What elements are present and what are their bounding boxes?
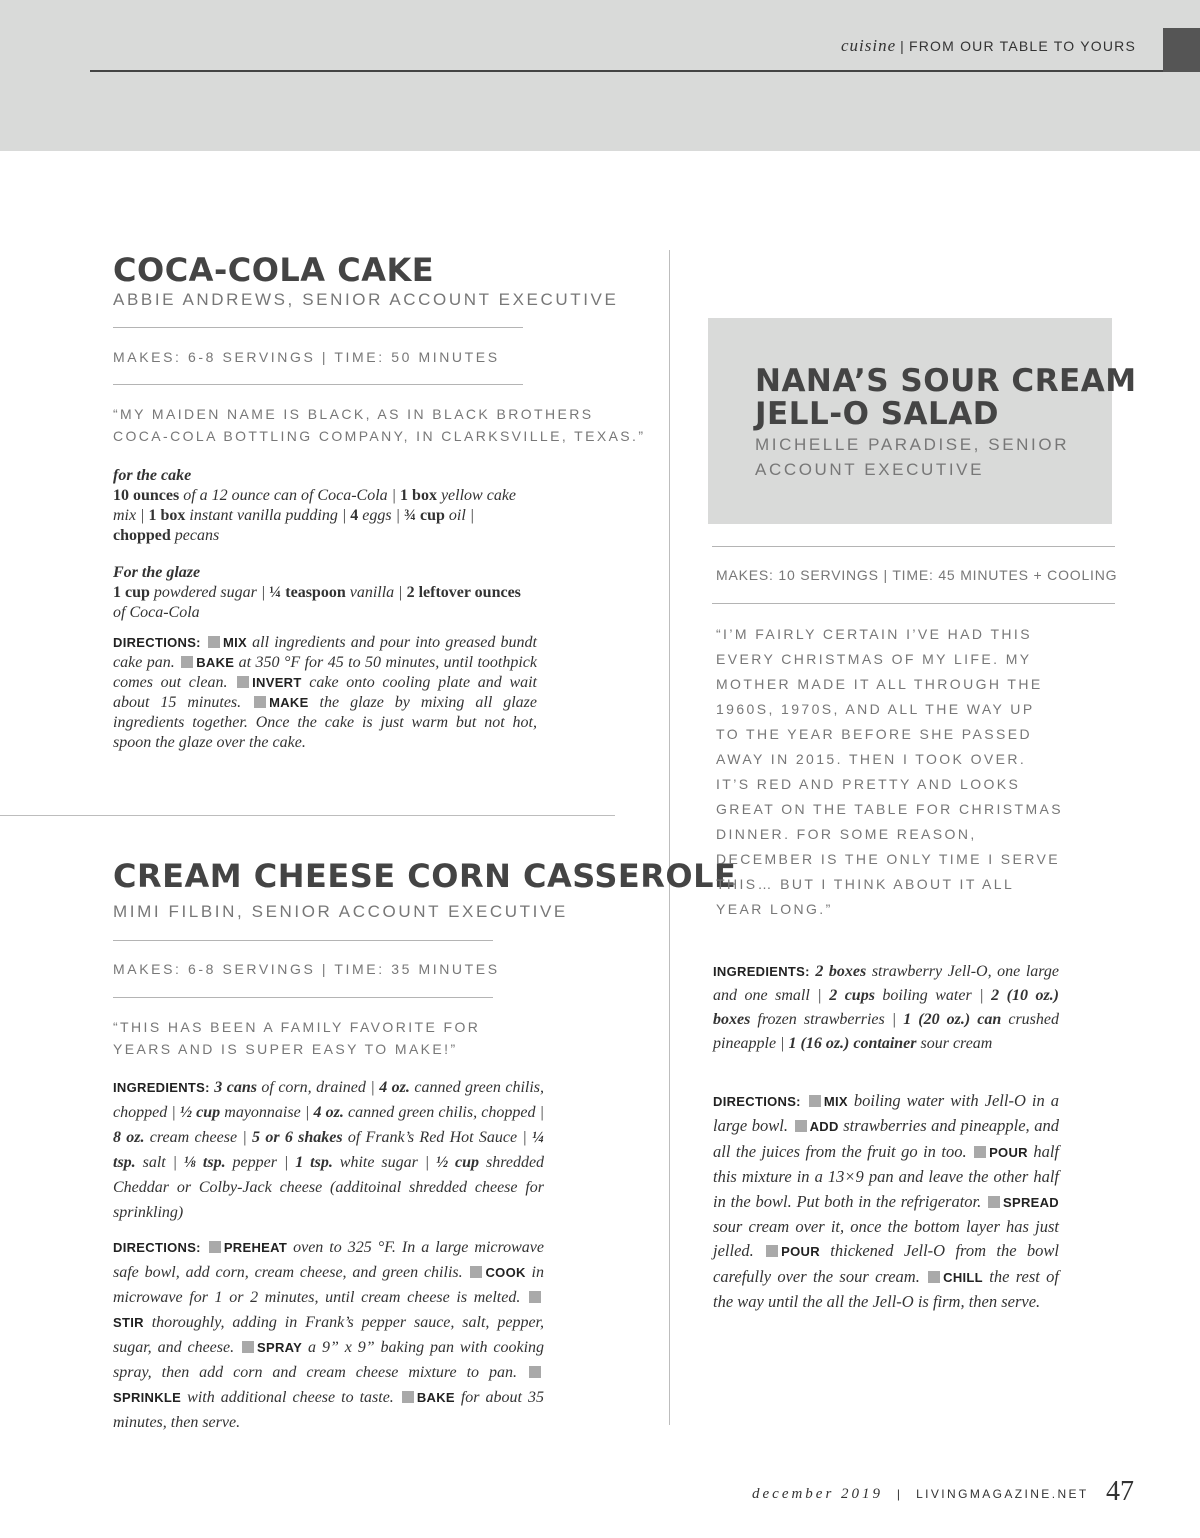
issue-date: december 2019 — [752, 1486, 884, 1502]
casserole-direction-steps — [113, 1239, 544, 1431]
ingredient-qty: ¼ teaspoon — [269, 584, 346, 601]
ingredient-item: of corn, drained | — [256, 1079, 380, 1096]
step-verb: INVERT — [252, 675, 302, 690]
byline-line: ACCOUNT EXECUTIVE — [755, 460, 985, 479]
step-bullet-icon — [766, 1245, 778, 1257]
step-text: boiling water with Jell-O in a large bowl. — [713, 1091, 1059, 1136]
quote-line: GREAT ON THE TABLE FOR CHRISTMAS — [716, 801, 1063, 817]
step-bullet-icon — [795, 1120, 807, 1132]
recipe-makes: MAKES: 10 SERVINGS | TIME: 45 MINUTES + COOLING — [716, 567, 1118, 583]
step-text: for about 35 minutes, then serve. — [113, 1389, 544, 1431]
step-bullet-icon — [809, 1095, 821, 1107]
casserole-ingredients — [113, 1075, 544, 1225]
title-line: JELL-O SALAD — [755, 396, 1000, 432]
section-subtitle: FROM OUR TABLE TO YOURS — [908, 38, 1136, 54]
ingredient-qty: 10 ounces — [113, 487, 180, 504]
ingredient-item: frozen strawberries | — [750, 1011, 904, 1028]
glaze-ingredients — [113, 563, 533, 623]
step-text: all ingredients and pour into greased bundt cake pan. — [113, 634, 537, 671]
cake-ingredient-list — [113, 486, 533, 546]
ingredient-qty: 4 oz. — [379, 1079, 410, 1096]
step-bullet-icon — [208, 636, 220, 648]
ingredient-item: yellow cake mix | — [113, 487, 517, 524]
step-verb: PREHEAT — [223, 1240, 288, 1255]
ingredient-item: sour cream — [916, 1035, 993, 1052]
ingredient-qty: 5 or 6 shakes — [252, 1129, 343, 1146]
jello-directions — [713, 1089, 1059, 1315]
ingredient-item: of Frank’s Red Hot Sauce | — [342, 1129, 533, 1146]
casserole-ingredient-list — [113, 1079, 544, 1221]
footer-separator: | — [896, 1487, 903, 1501]
step-verb: SPRAY — [257, 1340, 303, 1355]
directions-label: DIRECTIONS: — [113, 1240, 201, 1255]
recipe-title-jello-salad — [755, 365, 1137, 431]
casserole-directions — [113, 1235, 544, 1435]
ingredient-item: strawberry Jell-O, one large and one small | — [713, 963, 1060, 1004]
recipe-byline: ABBIE ANDREWS, SENIOR ACCOUNT EXECUTIVE — [113, 290, 619, 309]
step-text: thoroughly, adding in Frank’s pepper sauce, salt, pepper, sugar, and cheese. — [113, 1314, 544, 1356]
quote-line: IT’S RED AND PRETTY AND LOOKS — [716, 776, 1021, 792]
step-bullet-icon — [974, 1146, 986, 1158]
cake-directions — [113, 633, 537, 753]
recipe-title-corn-casserole: CREAM CHEESE CORN CASSEROLE — [113, 857, 737, 895]
ingredient-item: powdered sugar | — [149, 584, 270, 601]
recipe-title-coca-cola-cake: COCA-COLA CAKE — [113, 251, 435, 289]
ingredient-qty: 2 cups — [829, 987, 875, 1004]
rule — [113, 997, 493, 998]
quote-line: DECEMBER IS THE ONLY TIME I SERVE — [716, 851, 1060, 867]
section-label — [841, 36, 1136, 56]
directions-label: DIRECTIONS: — [113, 635, 201, 650]
quote-line: DINNER. FOR SOME REASON, — [716, 826, 977, 842]
step-verb: SPREAD — [1003, 1194, 1059, 1210]
quote-line: “I’M FAIRLY CERTAIN I’VE HAD THIS — [716, 626, 1032, 642]
step-verb: COOK — [485, 1265, 526, 1280]
step-bullet-icon — [254, 696, 266, 708]
section-separator: | — [900, 38, 905, 54]
ingredient-qty: 1 tsp. — [295, 1154, 333, 1171]
step-verb: POUR — [989, 1144, 1028, 1160]
ingredient-qty: 1 (16 oz.) container — [788, 1035, 917, 1052]
quote-line: MOTHER MADE IT ALL THROUGH THE — [716, 676, 1043, 692]
step-text: half this mixture in a 13×9 pan and leave the other half in the bowl. Put both in the refrigerator. — [713, 1141, 1059, 1211]
step-verb: POUR — [781, 1244, 820, 1260]
step-verb: MAKE — [269, 695, 309, 710]
step-text: sour cream over it, once the bottom layer has just jelled. — [713, 1217, 1059, 1261]
cake-ingredients — [113, 466, 533, 546]
ingredients-label: INGREDIENTS: — [713, 964, 810, 979]
recipe-makes: MAKES: 6-8 SERVINGS | TIME: 50 MINUTES — [113, 349, 500, 365]
step-bullet-icon — [988, 1196, 1000, 1208]
header-rule — [90, 70, 1165, 72]
step-bullet-icon — [402, 1391, 414, 1403]
quote-line: 1960S, 1970S, AND ALL THE WAY UP — [716, 701, 1035, 717]
header-band — [0, 0, 1200, 151]
website-link[interactable]: LIVINGMAGAZINE.NET — [916, 1487, 1089, 1501]
ingredient-qty: 2 boxes — [815, 963, 867, 980]
quote-line: THIS… BUT I THINK ABOUT IT ALL — [716, 876, 1015, 892]
ingredient-qty: 1 box — [148, 507, 186, 524]
step-verb: SPRINKLE — [113, 1390, 182, 1405]
recipe-byline: MIMI FILBIN, SENIOR ACCOUNT EXECUTIVE — [113, 902, 568, 921]
step-verb: MIX — [823, 1094, 848, 1109]
rule — [113, 327, 523, 328]
recipe-divider — [0, 815, 615, 816]
quote-line: EVERY CHRISTMAS OF MY LIFE. MY — [716, 651, 1032, 667]
jello-direction-steps — [713, 1091, 1059, 1311]
ingredient-qty: 4 — [350, 507, 359, 524]
ingredient-item: eggs | — [358, 507, 404, 524]
step-text: cake onto cooling plate and wait about 15 minutes. — [113, 674, 538, 711]
recipe-byline — [755, 432, 1069, 482]
ingredient-qty: ½ cup — [179, 1104, 221, 1121]
ingredient-item: of a 12 ounce can of Coca-Cola | — [179, 487, 401, 504]
step-bullet-icon — [529, 1291, 541, 1303]
ingredient-qty: 1 (20 oz.) can — [903, 1011, 1002, 1028]
recipe-quote: “MY MAIDEN NAME IS BLACK, AS IN BLACK BROTHERS COCA-COLA BOTTLING COMPANY, IN CLARKSVILLE, TEXAS.” — [113, 406, 646, 444]
recipe-makes: MAKES: 6-8 SERVINGS | TIME: 35 MINUTES — [113, 961, 500, 977]
byline-line: MICHELLE PARADISE, SENIOR — [755, 435, 1070, 454]
rule — [113, 940, 493, 941]
step-bullet-icon — [529, 1366, 541, 1378]
ingredient-qty: ¾ cup — [403, 507, 445, 524]
ingredient-item: boiling water | — [874, 987, 992, 1004]
rule — [113, 384, 523, 385]
step-bullet-icon — [470, 1266, 482, 1278]
ingredient-qty: 2 (10 oz.) boxes — [713, 987, 1059, 1028]
recipe-quote — [716, 622, 1096, 922]
quote-line: AWAY IN 2015. THEN I TOOK OVER. — [716, 751, 1027, 767]
header-tab-marker — [1163, 28, 1200, 72]
jello-ingredients — [713, 960, 1059, 1056]
ingredient-item: cream cheese | — [144, 1129, 253, 1146]
ingredient-item: crushed pineapple | — [713, 1011, 1060, 1052]
glaze-ingredient-list — [113, 583, 533, 623]
ingredient-qty: 1 box — [400, 487, 437, 504]
step-text: oven to 325 °F. In a large microwave safe bowl, add corn, cream cheese, and green chilis. — [113, 1239, 545, 1281]
page-footer — [752, 1486, 1089, 1503]
ingredient-qty: 8 oz. — [113, 1129, 145, 1146]
rule — [712, 603, 1115, 604]
step-verb: STIR — [113, 1315, 144, 1330]
step-bullet-icon — [928, 1271, 940, 1283]
step-verb: ADD — [809, 1119, 839, 1135]
directions-label: DIRECTIONS: — [713, 1094, 801, 1109]
quote-line: TO THE YEAR BEFORE SHE PASSED — [716, 726, 1032, 742]
ingredient-qty: ⅛ tsp. — [184, 1154, 226, 1171]
ingredient-item: pecans — [170, 527, 220, 544]
step-verb: BAKE — [416, 1390, 455, 1405]
section-name: cuisine — [840, 36, 897, 55]
rule — [712, 546, 1115, 547]
step-text: with additional cheese to taste. — [181, 1389, 400, 1406]
ingredient-qty: 1 cup — [113, 584, 150, 601]
ingredient-item: mayonnaise | — [220, 1104, 314, 1121]
cake-direction-steps — [113, 634, 537, 751]
ingredient-item: shredded Cheddar or Colby-Jack cheese (additoinal shredded cheese for sprinkling) — [113, 1154, 545, 1221]
ingredient-qty: chopped — [113, 527, 171, 544]
step-bullet-icon — [209, 1241, 221, 1253]
ingredient-item: vanilla | — [345, 584, 407, 601]
step-text: in microwave for 1 or 2 minutes, until cream cheese is melted. — [113, 1264, 544, 1306]
ingredient-item: oil | — [444, 507, 475, 524]
step-text: thickened Jell-O from the bowl carefully over the sour cream. — [713, 1241, 1060, 1286]
step-bullet-icon — [181, 656, 193, 668]
quote-lines — [716, 622, 1096, 922]
step-verb: MIX — [222, 635, 247, 650]
title-line: NANA’S SOUR CREAM — [755, 363, 1137, 399]
ingredient-qty: 3 cans — [214, 1079, 257, 1096]
quote-line: YEAR LONG.” — [716, 901, 833, 917]
column-divider — [669, 250, 670, 1425]
ingredient-item: canned green chilis, chopped | — [113, 1079, 545, 1121]
ingredient-item: white sugar | — [332, 1154, 437, 1171]
step-bullet-icon — [237, 676, 249, 688]
ingredient-item: of Coca-Cola — [113, 604, 200, 621]
step-text: at 350 °F for 45 to 50 minutes, until toothpick comes out clean. — [113, 654, 537, 691]
ingredient-item: canned green chilis, chopped | — [343, 1104, 545, 1121]
ingredient-qty: ½ cup — [436, 1154, 480, 1171]
ingredients-label: INGREDIENTS: — [113, 1080, 210, 1095]
cake-subheading: for the cake — [113, 467, 192, 484]
ingredient-qty: 4 oz. — [313, 1104, 344, 1121]
ingredient-qty: 2 leftover ounces — [406, 584, 521, 601]
step-text: the rest of the way until the all the Jell-O is firm, then serve. — [713, 1266, 1059, 1312]
page-number: 47 — [1106, 1476, 1134, 1507]
step-text: strawberries and pineapple, and all the juices from the fruit go in too. — [713, 1116, 1059, 1161]
step-text: a 9” x 9” baking pan with cooking spray, then add corn and cream cheese mixture to pan. — [113, 1339, 545, 1381]
ingredient-item: salt | — [135, 1154, 184, 1171]
ingredient-item: pepper | — [225, 1154, 296, 1171]
step-text: the glaze by mixing all glaze ingredients together. Once the cake is just warm but not hot, spoon the glaze over the cake. — [113, 694, 537, 751]
glaze-subheading: For the glaze — [113, 564, 201, 581]
ingredient-qty: ¼ tsp. — [113, 1129, 545, 1171]
ingredient-item: instant vanilla pudding | — [185, 507, 351, 524]
step-verb: BAKE — [196, 655, 235, 670]
step-bullet-icon — [242, 1341, 254, 1353]
recipe-quote: “THIS HAS BEEN A FAMILY FAVORITE FOR YEARS AND IS SUPER EASY TO MAKE!” — [113, 1019, 481, 1057]
step-verb: CHILL — [943, 1269, 983, 1285]
